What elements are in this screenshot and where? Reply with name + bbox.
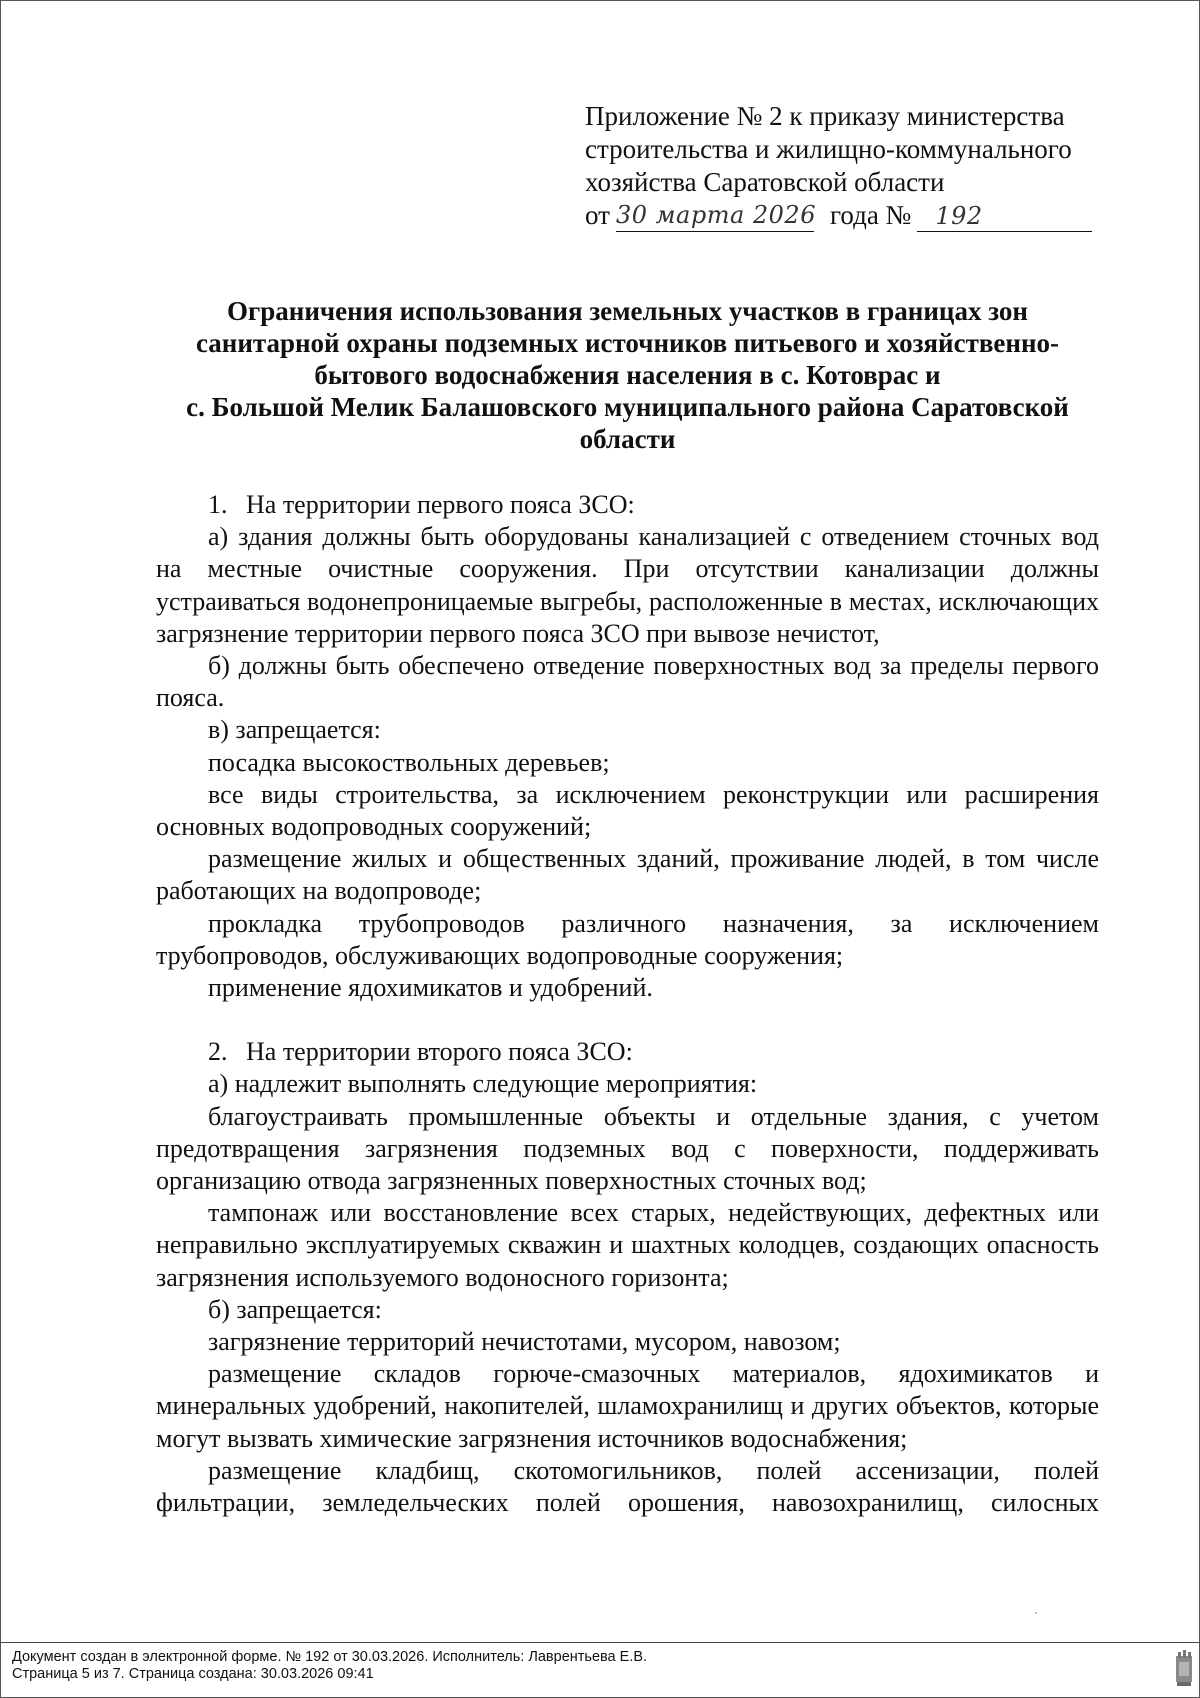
footer-line-1: Документ создан в электронной форме. № 192 от 30.03.2026. Исполнитель: Лаврентьева Е.В. xyxy=(12,1649,648,1665)
appendix-line-2: строительства и жилищно-коммунального xyxy=(585,134,1072,164)
coat-of-arms-icon xyxy=(1174,1650,1194,1688)
section-2-heading-text: На территории второго пояса ЗСО: xyxy=(246,1037,633,1067)
section-2-item-a: а) надлежит выполнять следующие мероприятия: xyxy=(208,1069,758,1099)
handwritten-order-number: 192 xyxy=(917,202,1092,232)
section-1-item-b: б) должны быть обеспечено отведение поверхностных вод за пределы первого пояса. xyxy=(156,651,1099,713)
section-1-prohibition-5: применение ядохимикатов и удобрений. xyxy=(208,973,653,1003)
appendix-header xyxy=(585,100,1105,232)
title-line-1: Ограничения использования земельных участков в границах зон xyxy=(227,296,1028,326)
section-1-number: 1. xyxy=(208,490,228,519)
section-1-heading xyxy=(156,489,1099,521)
section-1-prohibition-4: прокладка трубопроводов различного назначения, за исключением трубопроводов, обслуживающих водопроводные сооружения; xyxy=(156,908,1099,970)
title-line-5: области xyxy=(579,424,676,454)
section-1-heading-text: На территории первого пояса ЗСО: xyxy=(246,490,635,519)
order-date-number-line xyxy=(585,199,1105,232)
section-gap xyxy=(156,1004,1099,1036)
section-1-prohibition-2: все виды строительства, за исключением реконструкции или расширения основных водопроводных сооружений; xyxy=(156,779,1099,842)
document-title xyxy=(130,295,1125,455)
appendix-line-1: Приложение № 2 к приказу министерства xyxy=(585,101,1065,131)
section-2-item-b: б) запрещается: xyxy=(208,1294,382,1324)
section-2-prohibition-3: размещение кладбищ, скотомогильников, полей ассенизации, полей фильтрации, земледельческих полей орошения, навозохранилищ, силосных xyxy=(156,1455,1099,1518)
section-2-heading xyxy=(156,1036,1099,1068)
section-2-prohibition-2: размещение складов горюче-смазочных материалов, ядохимикатов и минеральных удобрений, накопителей, шламохранилищ и других объектов, которые могут вызвать химические загрязнения источников водоснабжения; xyxy=(156,1359,1099,1453)
document-body xyxy=(156,489,1099,1519)
section-1-item-c: в) запрещается: xyxy=(208,715,381,745)
handwritten-date: 30 марта 2026 xyxy=(616,201,814,232)
from-label: от xyxy=(585,200,610,230)
title-line-4: с. Большой Мелик Балашовского муниципального района Саратовской xyxy=(186,392,1069,422)
section-1-prohibition-3: размещение жилых и общественных зданий, проживание людей, в том числе работающих на водопроводе; xyxy=(156,844,1099,906)
section-2-measure-1: благоустраивать промышленные объекты и отдельные здания, с учетом предотвращения загрязнения подземных вод с поверхности, поддерживать организацию отвода загрязненных поверхностных сточных вод; xyxy=(156,1101,1099,1196)
scan-speck xyxy=(1035,1612,1037,1614)
footer-line-2: Страница 5 из 7. Страница создана: 30.03.2026 09:41 xyxy=(12,1665,374,1682)
section-2-measure-2: тампонаж или восстановление всех старых, недействующих, дефектных или неправильно эксплуатируемых скважин и шахтных колодцев, создающих опасность загрязнения используемого водоносного горизонта; xyxy=(156,1198,1099,1292)
title-line-2: санитарной охраны подземных источников питьевого и хозяйственно- xyxy=(195,328,1060,358)
electronic-document-footer xyxy=(12,1649,647,1682)
section-1-item-a: а) здания должны быть оборудованы канализацией с отведением сточных вод на местные очистные сооружения. При отсутствии канализации должны устраиваться водонепроницаемые выгребы, расположенные в местах, исключающих загрязнение территории первого пояса ЗСО при вывозе нечистот, xyxy=(156,522,1099,648)
section-1-prohibition-1: посадка высокоствольных деревьев; xyxy=(208,747,610,777)
title-line-3: бытового водоснабжения населения в с. Котоврас и xyxy=(314,360,941,390)
appendix-line-3: хозяйства Саратовской области xyxy=(585,167,945,197)
section-2-number: 2. xyxy=(208,1037,228,1067)
footer-rule xyxy=(0,1642,1200,1643)
section-2-prohibition-1: загрязнение территорий нечистотами, мусором, навозом; xyxy=(208,1327,841,1357)
year-number-label: года № xyxy=(829,200,912,230)
